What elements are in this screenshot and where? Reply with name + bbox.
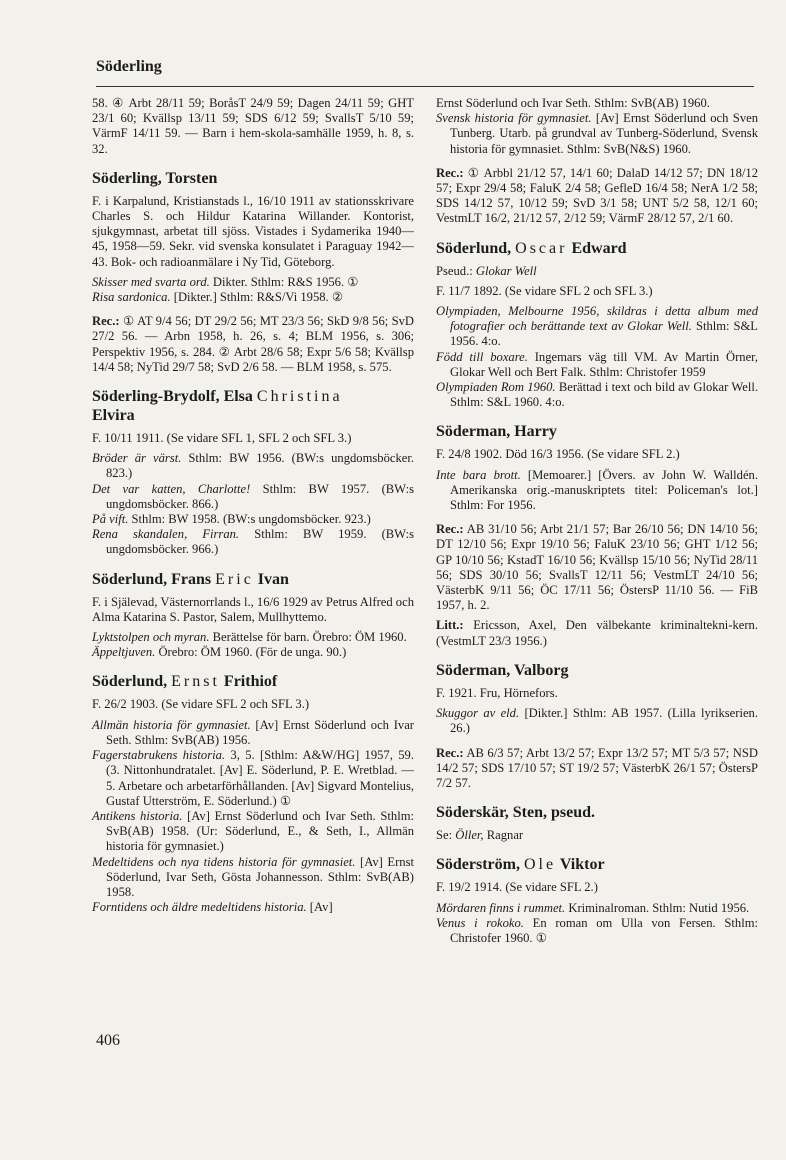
- work-item: [436, 706, 758, 736]
- work-item: [92, 290, 414, 305]
- literature: [436, 618, 758, 648]
- work-item: [436, 350, 758, 380]
- entry-bio: F. 11/7 1892. (Se vidare SFL 2 och SFL 3.): [436, 283, 653, 298]
- work-details: [Av] Ernst Söderlund och Ivar Seth. Sthlm: SvB(AB) 1956.: [106, 717, 414, 747]
- literature-label: Litt.:: [436, 618, 464, 633]
- work-title: Bröder är värst.: [92, 451, 182, 466]
- literature-text: Ericsson, Axel, Den välbekante kriminaltekni-kern. (VestmLT 23/3 1956.): [436, 618, 758, 648]
- left-column: [92, 96, 414, 915]
- reviews-label: Rec.:: [436, 745, 464, 760]
- reviews: [436, 746, 758, 792]
- work-item: [92, 748, 414, 809]
- work-item: [436, 916, 758, 946]
- entry-heading: Söderling, Torsten: [92, 169, 218, 187]
- entry-bio: F. 1921. Fru, Hörnefors.: [436, 685, 558, 700]
- reviews: [436, 522, 758, 613]
- work-details: Sthlm: BW 1959. (BW:s ungdomsböcker. 966.): [106, 527, 415, 557]
- work-title: Mördaren finns i rummet.: [436, 900, 566, 915]
- entry-heading: Söderlund, Frans Eric Ivan: [92, 570, 289, 588]
- work-item: [92, 451, 414, 481]
- entry-heading: Söderström, Ole Viktor: [436, 856, 605, 874]
- work-title: Det var katten, Charlotte!: [92, 481, 251, 496]
- page-number: 406: [96, 1032, 120, 1049]
- reviews-text: AB 6/3 57; Arbt 13/2 57; Expr 13/2 57; MT 5/3 57; NSD 14/2 57; SDS 17/10 57; ST 19/2 57; VästerbK 26/1 57; ÖstersP 7/2 57.: [436, 745, 758, 790]
- reviews: [92, 314, 414, 375]
- work-item: [92, 527, 414, 557]
- work-title: Antikens historia.: [92, 808, 183, 823]
- reviews-label: Rec.:: [436, 165, 464, 180]
- work-details: Berättelse för barn. Örebro: ÖM 1960.: [209, 630, 407, 645]
- work-details: [Dikter.] Sthlm: AB 1957. (Lilla lyrikserien. 26.): [450, 706, 758, 736]
- work-title: Inte bara brott.: [436, 467, 521, 482]
- work-title: Risa sardonica.: [92, 290, 171, 305]
- entry-heading: Söderskär, Sten, pseud.: [436, 804, 596, 822]
- work-title: Olympiaden Rom 1960.: [436, 380, 556, 395]
- entry-bio: F. i Karpalund, Kristianstads l., 16/10 1911 av stationsskrivare Charles S. och Hildur Katarina Willander. Kontorist, sjukgymnast, arbetat till sjöss. Vistades i Sydamerika 1940—45, 1958—59. Sekr. vid svenska konsulatet i Paraguay 1942—43. Bok- och radioanmälare i Ny Tid, Göteborg.: [92, 193, 414, 269]
- reviews-text: ① AT 9/4 56; DT 29/2 56; MT 23/3 56; SkD 9/8 56; SvD 27/2 56. — Arbn 1958, h. 26, s. 4; BLM 1956, s. 306; Perspektiv 1956, s. 284. ② Arbt 28/6 58; Expr 5/6 58; Kvällsp 14/4 58; NyTid 29/7 58; SvD 2/6 58. — BLM 1958, s. 575.: [92, 314, 414, 374]
- work-item: [92, 512, 414, 527]
- reviews: [436, 166, 758, 227]
- work-details: 3, 5. [Sthlm: A&W/HG] 1957, 59. (3. Nittonhundratalet. [Av] E. Söderlund, P. E. Wretblad. — 5. Arbetare och arbetarförhållanden. [Av] Sigvard Montelius, Gustaf Utterström, E. Söderlund.) ①: [106, 748, 414, 808]
- work-details: Berättad i text och bild av Glokar Well. Sthlm: S&L 1960. 4:o.: [450, 380, 759, 410]
- work-details: Sthlm: BW 1956. (BW:s ungdomsböcker. 823.): [106, 451, 414, 481]
- work-title: På vift.: [92, 512, 129, 527]
- work-details: Ingemars väg till VM. Av Martin Örner, Glokar Well och Bert Falk. Sthlm: Christofer 1959: [450, 349, 758, 379]
- work-item: [92, 645, 414, 660]
- work-title: Lyktstolpen och myran.: [92, 630, 210, 645]
- work-details: [Memoarer.] [Övers. av John W. Walldén. Amerikanska orig.-manuskriptets titel: Policeman's lot.] Sthlm: For 1956.: [450, 467, 759, 513]
- entry-bio: F. 19/2 1914. (Se vidare SFL 2.): [436, 880, 598, 895]
- work-details: Dikter. Sthlm: R&S 1956. ①: [209, 274, 359, 289]
- work-details: En roman om Ulla von Fersen. Sthlm: Christofer 1960. ①: [450, 915, 758, 945]
- entry-bio: F. 26/2 1903. (Se vidare SFL 2 och SFL 3.): [92, 697, 310, 712]
- entry-bio: F. 24/8 1902. Död 16/3 1956. (Se vidare SFL 2.): [436, 447, 680, 462]
- reviews-label: Rec.:: [92, 314, 120, 329]
- entry-heading: Söderling-Brydolf, Elsa Christina Elvira: [92, 388, 343, 425]
- entry-heading: Söderlund, Ernst Frithiof: [92, 673, 278, 691]
- work-item: [436, 468, 758, 514]
- work-item-continuation: Ernst Söderlund och Ivar Seth. Sthlm: SvB(AB) 1960.: [436, 96, 710, 110]
- work-title: Svensk historia för gymnasiet.: [436, 111, 592, 126]
- entry-continuation: 58. ④ Arbt 28/11 59; BoråsT 24/9 59; Dagen 24/11 59; GHT 23/1 60; Kvällsp 13/11 59; SDS 6/12 59; SvallsT 5/10 59; VärmF 14/11 59. — Barn i hem-skola-samhälle 1959, h. 8, s. 32.: [92, 96, 414, 156]
- work-title: Medeltidens och nya tidens historia för gymnasiet.: [92, 854, 356, 869]
- work-details: Örebro: ÖM 1960. (För de unga. 90.): [155, 645, 347, 660]
- entry-heading: Söderman, Harry: [436, 423, 557, 441]
- work-title: Skisser med svarta ord.: [92, 274, 210, 289]
- work-item: [436, 111, 758, 157]
- work-details: [Av] Ernst Söderlund, Ivar Seth, Gösta Johannesson. Sthlm: SvB(AB) 1958.: [106, 854, 414, 899]
- work-item: [92, 855, 414, 901]
- work-title: Rena skandalen, Firran.: [92, 527, 240, 542]
- right-column: [436, 96, 758, 946]
- work-title: Olympiaden, Melbourne 1956, skildras i detta album med fotografier och berättande text av Glokar Well.: [436, 304, 758, 334]
- see-reference: Se: Öller, Ragnar: [436, 828, 524, 843]
- reviews-text: AB 31/10 56; Arbt 21/1 57; Bar 26/10 56; DN 14/10 56; DT 12/10 56; Expr 19/10 56; FaluK 23/10 56; GHT 1/12 56; GP 10/10 56; KstadT 16/10 56; Kvällsp 15/10 56; NyTid 28/11 56; SDS 30/10 56; SvallsT 12/11 56; VestmLT 24/10 56; VästerbK 9/11 56; ÖC 17/11 56; ÖstersP 11/10 56. — FiB 1957, h. 2.: [436, 522, 758, 613]
- entry-heading: Söderman, Valborg: [436, 661, 569, 679]
- work-item: [92, 275, 414, 290]
- work-item: [436, 304, 758, 350]
- work-title: Äppeltjuven.: [92, 645, 156, 660]
- work-details: [Dikter.] Sthlm: R&S/Vi 1958. ②: [170, 290, 344, 305]
- work-title: Allmän historia för gymnasiet.: [92, 717, 251, 732]
- page-header: Söderling: [96, 58, 162, 75]
- work-item: [436, 901, 758, 916]
- work-item: [92, 630, 414, 645]
- work-item: [92, 900, 414, 915]
- work-details: Sthlm: BW 1957. (BW:s ungdomsböcker. 866.): [106, 481, 415, 511]
- work-details: Kriminalroman. Sthlm: Nutid 1956.: [565, 900, 750, 915]
- work-item: [92, 809, 414, 855]
- entry-bio: F. 10/11 1911. (Se vidare SFL 1, SFL 2 och SFL 3.): [92, 431, 352, 446]
- work-title: Forntidens och äldre medeltidens historia.: [92, 900, 307, 915]
- work-item: [92, 482, 414, 512]
- work-title: Fagerstabrukens historia.: [92, 748, 226, 763]
- entry-bio: F. i Själevad, Västernorrlands l., 16/6 1929 av Petrus Alfred och Alma Katarina S. Pastor, Salem, Mullhyttemo.: [92, 594, 414, 624]
- entry-heading: Söderlund, Oscar Edward: [436, 239, 627, 257]
- pseudonym: Pseud.: Glokar Well: [436, 263, 537, 278]
- work-details: Sthlm: BW 1958. (BW:s ungdomsböcker. 923.): [128, 512, 371, 527]
- work-details: [Av]: [306, 900, 333, 915]
- reviews-label: Rec.:: [436, 522, 464, 537]
- work-title: Född till boxare.: [436, 349, 528, 364]
- reviews-text: ① Arbbl 21/12 57, 14/1 60; DalaD 14/12 57; DN 18/12 57; Expr 29/4 58; FaluK 2/4 58; GefleD 16/4 58; NerA 1/2 58; SDS 14/12 57, 10/12 59; SvD 3/1 58; UNT 5/2 58, 12/1 60; VestmLT 16/2, 21/12 57, 2/12 59; VärmF 28/12 57, 2/1 60.: [436, 165, 758, 226]
- header-rule: [96, 86, 754, 87]
- work-title: Venus i rokoko.: [436, 915, 524, 930]
- work-details: Sthlm: S&L 1956. 4:o.: [450, 319, 758, 349]
- work-item: [436, 380, 758, 410]
- work-details: [Av] Ernst Söderlund och Ivar Seth. Sthlm: SvB(AB) 1958. (Ur: Söderlund, E., & Seth, I., Allmän historia för gymnasiet.): [106, 808, 414, 854]
- work-details: [Av] Ernst Söderlund och Sven Tunberg. Utarb. på grundval av Tunberg-Söderlund, Svensk historia för gymnasiet. Sthlm: SvB(N&S) 1960.: [450, 111, 758, 156]
- work-title: Skuggor av eld.: [436, 706, 520, 721]
- work-item: [92, 718, 414, 748]
